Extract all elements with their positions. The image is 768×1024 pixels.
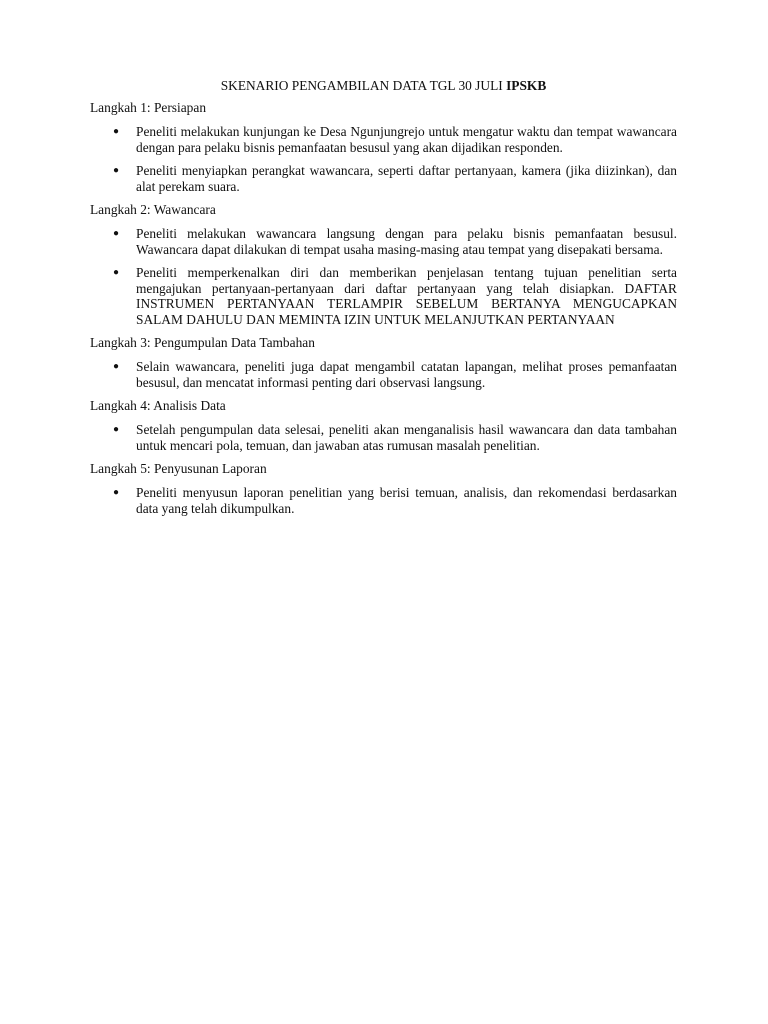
list-item-text: Peneliti menyusun laporan penelitian yang berisi temuan, analisis, dan rekomendasi berdasarkan data yang telah dikumpulkan. <box>136 485 677 516</box>
bullet-icon: ● <box>113 424 120 435</box>
list-item <box>90 359 677 390</box>
list-item <box>90 124 677 155</box>
bullet-icon: ● <box>113 487 120 498</box>
step-1 <box>90 100 677 194</box>
step-heading: Langkah 2: Wawancara <box>90 202 216 217</box>
document-title-text: SKENARIO PENGAMBILAN DATA TGL 30 JULI <box>220 78 503 93</box>
step-list <box>90 226 677 327</box>
bullet-icon: ● <box>113 228 120 239</box>
document-title-bold: IPSKB <box>506 78 547 93</box>
list-item <box>90 226 677 257</box>
list-item <box>90 265 677 327</box>
list-item-text: Peneliti melakukan wawancara langsung dengan para pelaku bisnis pemanfaatan besusul. Wawancara dapat dilakukan di tempat usaha masing-masing atau tempat yang disepakati bersama. <box>136 226 677 257</box>
step-list <box>90 359 677 390</box>
list-item-text: Peneliti menyiapkan perangkat wawancara, seperti daftar pertanyaan, kamera (jika diizinkan), dan alat perekam suara. <box>136 163 677 194</box>
list-item <box>90 485 677 516</box>
list-item <box>90 163 677 194</box>
bullet-icon: ● <box>113 361 120 372</box>
step-heading: Langkah 4: Analisis Data <box>90 398 226 413</box>
bullet-icon: ● <box>113 165 120 176</box>
step-2 <box>90 202 677 327</box>
step-list <box>90 485 677 516</box>
step-list <box>90 124 677 194</box>
bullet-icon: ● <box>113 126 120 137</box>
document-page <box>90 78 677 524</box>
list-item-text: Setelah pengumpulan data selesai, peneliti akan menganalisis hasil wawancara dan data tambahan untuk mencari pola, temuan, dan jawaban atas rumusan masalah penelitian. <box>136 422 677 453</box>
step-3 <box>90 335 677 390</box>
list-item-text: Selain wawancara, peneliti juga dapat mengambil catatan lapangan, melihat proses pemanfaatan besusul, dan mencatat informasi penting dari observasi langsung. <box>136 359 677 390</box>
step-5 <box>90 461 677 516</box>
document-title <box>90 78 677 94</box>
list-item-text: Peneliti memperkenalkan diri dan memberikan penjelasan tentang tujuan penelitian serta mengajukan pertanyaan-pertanyaan dari daftar pertanyaan yang telah disiapkan. DAFTAR INSTRUMEN PERTANYAAN TERLAMPIR SEBELUM BERTANYA MENGUCAPKAN SALAM DAHULU DAN MEMINTA IZIN UNTUK MELANJUTKAN PERTANYAAN <box>136 265 677 327</box>
step-heading: Langkah 5: Penyusunan Laporan <box>90 461 267 476</box>
step-list <box>90 422 677 453</box>
list-item-text: Peneliti melakukan kunjungan ke Desa Ngunjungrejo untuk mengatur waktu dan tempat wawancara dengan para pelaku bisnis pemanfaatan besusul yang akan dijadikan responden. <box>136 124 677 155</box>
step-heading: Langkah 1: Persiapan <box>90 100 207 115</box>
list-item <box>90 422 677 453</box>
step-4 <box>90 398 677 453</box>
bullet-icon: ● <box>113 267 120 278</box>
step-heading: Langkah 3: Pengumpulan Data Tambahan <box>90 335 315 350</box>
